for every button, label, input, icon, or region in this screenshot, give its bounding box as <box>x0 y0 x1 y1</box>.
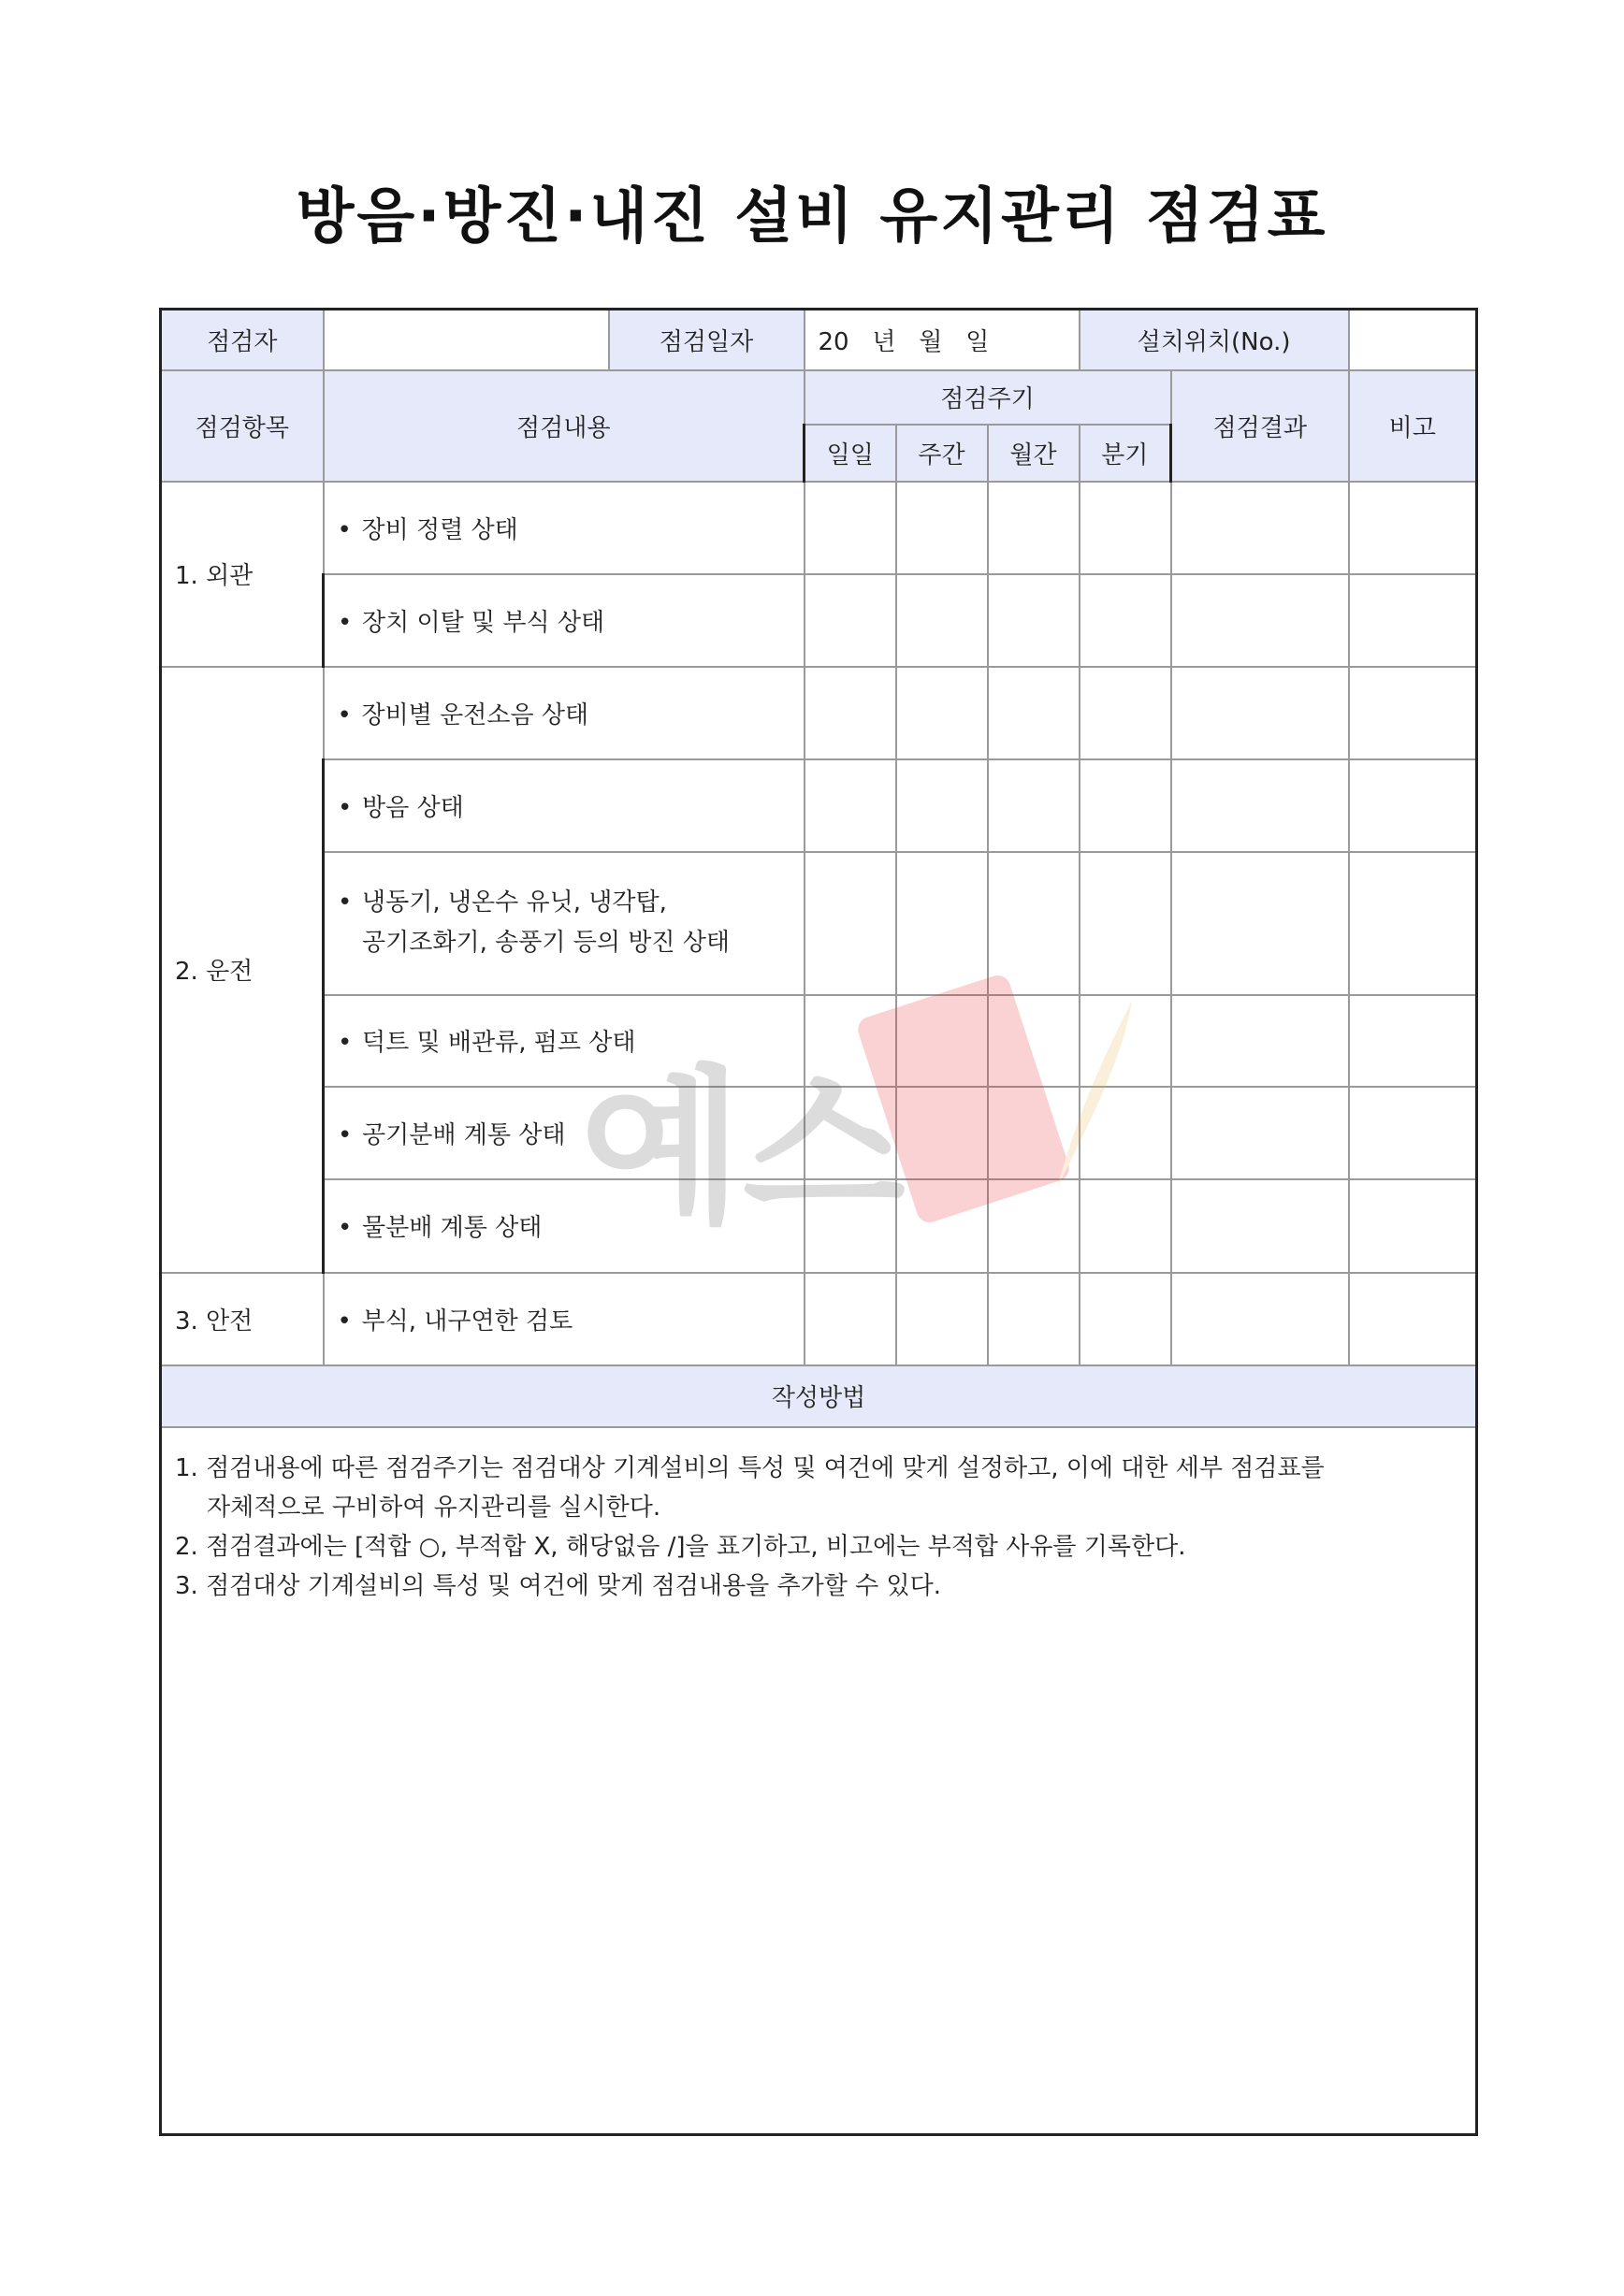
check-quarterly-cell[interactable] <box>1080 1179 1171 1273</box>
item-operation: 2. 운전 <box>161 667 324 1273</box>
check-daily-cell[interactable] <box>805 1087 896 1179</box>
content-cell <box>324 1179 805 1273</box>
bullet-icon: • <box>337 1307 352 1336</box>
check-monthly-cell[interactable] <box>988 667 1080 759</box>
table-row <box>161 852 1477 995</box>
column-header-item: 점검항목 <box>161 370 324 482</box>
table-row <box>161 1179 1477 1273</box>
table-row <box>161 574 1477 667</box>
content-text: 방음 상태 <box>362 793 464 822</box>
bullet-icon: • <box>338 793 353 822</box>
install-location-label: 설치위치(No.) <box>1080 310 1349 370</box>
result-cell[interactable] <box>1171 759 1349 852</box>
item-exterior: 1. 외관 <box>161 482 324 667</box>
bullet-icon: • <box>337 515 352 544</box>
content-cell <box>324 759 805 852</box>
remarks-cell[interactable] <box>1349 482 1477 574</box>
content-text: 부식, 내구연한 검토 <box>361 1307 573 1336</box>
inspection-date-label: 점검일자 <box>609 310 805 370</box>
method-line-1-continued: 자체적으로 구비하여 유지관리를 실시한다. <box>207 1493 661 1522</box>
bullet-icon: • <box>338 608 353 637</box>
method-line-1: 1. 점검내용에 따른 점검주기는 점검대상 기계설비의 특성 및 여건에 맞게 설정하고, 이에 대한 세부 점검표를 <box>175 1453 1325 1482</box>
check-daily-cell[interactable] <box>805 482 896 574</box>
check-weekly-cell[interactable] <box>896 759 988 852</box>
column-header-weekly: 주간 <box>896 425 988 482</box>
method-line-2: 2. 점검결과에는 [적합 ○, 부적합 X, 해당없음 /]을 표기하고, 비고에는 부적합 사유를 기록한다. <box>175 1532 1186 1561</box>
check-weekly-cell[interactable] <box>896 1179 988 1273</box>
check-quarterly-cell[interactable] <box>1080 1087 1171 1179</box>
check-monthly-cell[interactable] <box>988 759 1080 852</box>
inspector-label: 점검자 <box>161 310 324 370</box>
check-weekly-cell[interactable] <box>896 852 988 995</box>
inspection-date-field[interactable]: 20 년 월 일 <box>805 310 1080 370</box>
check-daily-cell[interactable] <box>805 852 896 995</box>
remarks-cell[interactable] <box>1349 852 1477 995</box>
bullet-icon: • <box>338 1120 353 1149</box>
content-cell <box>324 482 805 574</box>
result-cell[interactable] <box>1171 482 1349 574</box>
bullet-icon: • <box>337 700 352 729</box>
item-safety: 3. 안전 <box>161 1273 324 1365</box>
content-cell <box>324 1273 805 1365</box>
check-quarterly-cell[interactable] <box>1080 574 1171 667</box>
column-header-remarks: 비고 <box>1349 370 1477 482</box>
remarks-cell[interactable] <box>1349 1273 1477 1365</box>
install-location-field[interactable] <box>1349 310 1477 370</box>
bullet-icon: • <box>338 888 353 917</box>
table-row <box>161 482 1477 574</box>
content-cell <box>324 852 805 995</box>
check-daily-cell[interactable] <box>805 667 896 759</box>
remarks-cell[interactable] <box>1349 667 1477 759</box>
column-header-result: 점검결과 <box>1171 370 1349 482</box>
method-title: 작성방법 <box>161 1365 1477 1427</box>
watermark-logo-text: 예스 <box>580 1051 906 1244</box>
check-daily-cell[interactable] <box>805 1179 896 1273</box>
result-cell[interactable] <box>1171 1179 1349 1273</box>
column-header-monthly: 월간 <box>988 425 1080 482</box>
content-text: 냉동기, 냉온수 유닛, 냉각탑, <box>362 888 667 917</box>
check-monthly-cell[interactable] <box>988 995 1080 1087</box>
check-monthly-cell[interactable] <box>988 1179 1080 1273</box>
check-quarterly-cell[interactable] <box>1080 667 1171 759</box>
remarks-cell[interactable] <box>1349 1179 1477 1273</box>
inspection-form-table <box>159 308 1478 2136</box>
content-text: 장비 정렬 상태 <box>361 515 518 544</box>
check-monthly-cell[interactable] <box>988 852 1080 995</box>
column-header-cycle: 점검주기 <box>805 370 1171 425</box>
check-monthly-cell[interactable] <box>988 1273 1080 1365</box>
table-row <box>161 995 1477 1087</box>
content-text: 덕트 및 배관류, 펌프 상태 <box>362 1029 636 1057</box>
result-cell[interactable] <box>1171 574 1349 667</box>
check-daily-cell[interactable] <box>805 574 896 667</box>
remarks-cell[interactable] <box>1349 1087 1477 1179</box>
column-header-content: 점검내용 <box>324 370 805 482</box>
result-cell[interactable] <box>1171 1087 1349 1179</box>
check-quarterly-cell[interactable] <box>1080 1273 1171 1365</box>
check-weekly-cell[interactable] <box>896 1273 988 1365</box>
check-weekly-cell[interactable] <box>896 574 988 667</box>
content-text: 장비별 운전소음 상태 <box>361 700 589 729</box>
check-daily-cell[interactable] <box>805 759 896 852</box>
content-text: 공기분배 계통 상태 <box>362 1120 566 1149</box>
content-cell <box>324 995 805 1087</box>
check-daily-cell[interactable] <box>805 1273 896 1365</box>
content-text: 장치 이탈 및 부식 상태 <box>362 608 605 637</box>
check-quarterly-cell[interactable] <box>1080 995 1171 1087</box>
check-weekly-cell[interactable] <box>896 482 988 574</box>
table-row <box>161 1273 1477 1365</box>
check-monthly-cell[interactable] <box>988 574 1080 667</box>
table-row <box>161 759 1477 852</box>
bullet-icon: • <box>338 1214 353 1242</box>
content-cell <box>324 667 805 759</box>
remarks-cell[interactable] <box>1349 574 1477 667</box>
table-row <box>161 1087 1477 1179</box>
check-monthly-cell[interactable] <box>988 482 1080 574</box>
content-cell <box>324 574 805 667</box>
check-quarterly-cell[interactable] <box>1080 482 1171 574</box>
check-weekly-cell[interactable] <box>896 1087 988 1179</box>
check-weekly-cell[interactable] <box>896 995 988 1087</box>
method-line-3: 3. 점검대상 기계설비의 특성 및 여건에 맞게 점검내용을 추가할 수 있다. <box>175 1571 941 1600</box>
method-body <box>161 1427 1477 2135</box>
column-header-daily: 일일 <box>805 425 896 482</box>
result-cell[interactable] <box>1171 995 1349 1087</box>
result-cell[interactable] <box>1171 852 1349 995</box>
content-cell <box>324 1087 805 1179</box>
check-monthly-cell[interactable] <box>988 1087 1080 1179</box>
bullet-icon: • <box>338 1029 353 1057</box>
check-quarterly-cell[interactable] <box>1080 852 1171 995</box>
column-header-quarterly: 분기 <box>1080 425 1171 482</box>
table-row <box>161 667 1477 759</box>
content-text-continued: 공기조화기, 송풍기 등의 방진 상태 <box>362 929 730 957</box>
check-quarterly-cell[interactable] <box>1080 759 1171 852</box>
inspector-field[interactable] <box>324 310 609 370</box>
result-cell[interactable] <box>1171 1273 1349 1365</box>
remarks-cell[interactable] <box>1349 759 1477 852</box>
check-daily-cell[interactable] <box>805 995 896 1087</box>
check-weekly-cell[interactable] <box>896 667 988 759</box>
result-cell[interactable] <box>1171 667 1349 759</box>
remarks-cell[interactable] <box>1349 995 1477 1087</box>
content-text: 물분배 계통 상태 <box>362 1214 543 1242</box>
page-title: 방음·방진·내진 설비 유지관리 점검표 <box>296 182 1328 252</box>
